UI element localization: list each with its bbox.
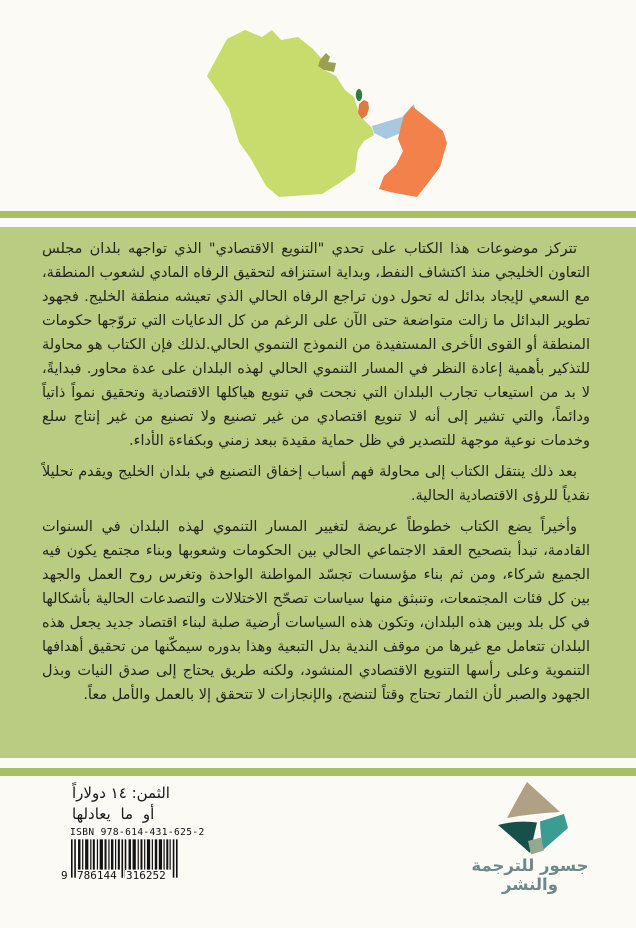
barcode-digit-left: 9 <box>61 869 68 882</box>
country-bahrain <box>356 89 362 101</box>
country-oman <box>379 106 447 197</box>
isbn-label: ISBN 978-614-431-625-2 <box>70 827 205 838</box>
publisher-name: جسور للترجمة والنشر <box>471 856 589 894</box>
isbn-block <box>60 827 205 883</box>
divider-rule-bottom <box>0 768 636 776</box>
logo-piece-tan <box>507 782 560 818</box>
country-saudi-arabia <box>207 30 374 197</box>
price-line-1: الثمن: ١٤ دولاراً <box>72 784 170 802</box>
blurb-panel <box>0 227 636 758</box>
gcc-map-figure <box>150 0 500 210</box>
price-line-2: أو ما يعادلها <box>72 805 155 823</box>
publisher-logo-icon <box>488 779 572 859</box>
barcode-digit-group-2: 316252 <box>126 869 166 882</box>
barcode <box>60 839 190 883</box>
blurb-paragraph: تتركز موضوعات هذا الكتاب على تحدي "التنويع الاقتصادي" الذي تواجهه بلدان مجلس التعاون الخليجي منذ اكتشاف النفط، وبداية استنزافه لتحقيق الرفاه المادي لشعوب المنطقة، مع السعي لإيجاد بدائل له تحول دون تراجع الرفاه الحالي الذي تعيشه منطقة الخليج. فجهود تطوير البدائل ما زالت متواضعة حتى الآن على الرغم من كل الدعايات التي تروّجها حكومات المنطقة أو القوى الأخرى المستفيدة من النموذج التنموي الحالي.لذلك فإن الكتاب هو محاولة للتذكير بأهمية إعادة النظر في المسار التنموي الحالي لهذه البلدان على عدة محاور. فبدايةً، لا بد من استيعاب تجارب البلدان التي نجحت في تنويع هياكلها الاقتصادية وتحقيق نمواً ذاتياً ودائماً، والتي تشير إلى أنه لا تنويع اقتصادي من غير تصنيع ولا تصنيع من غير إنتاج سلع وخدمات نوعية موجهة للتصدير في ظل حماية مقيدة ببعد زمني وبكفاءة الأداء. <box>42 241 590 449</box>
blurb-paragraph: وأخيراً يضع الكتاب خطوطاً عريضة لتغيير المسار التنموي لهذه البلدان في السنوات القادمة، تبدأ بتصحيح العقد الاجتماعي الحالي بين الحكومات وشعوبها وبناء مجتمع يكون فيه الجميع شركاء، ومن ثم بناء مؤسسات تجسّد المواطنة الواحدة وتغرس روح العمل والجهد بين كل فئات المجتمعات، وتنبثق منها سياسات تصحّح الاختلالات والتصدعات الحالية بأشكالها في كل بلد وبين هذه البلدان، وتكون هذه السياسات أرضية صلبة لبناء اقتصاد جديد يجعل هذه البلدان تتعامل مع غيرها من موقف الندية بدل التبعية وهذا بدوره سيمكّنها من تحقيق أهدافها التنموية وعلى رأسها التنويع الاقتصادي المنشود، ولكنه طريق يحتاج إلى صدق النيات وبذل الجهود والصبر لأن الثمار تحتاج وقتاً لتنضج، والإنجازات لا تتحقق إلا بالعمل والأمل معاً. <box>42 519 590 703</box>
barcode-digit-group-1: 786144 <box>77 869 117 882</box>
divider-rule-top <box>0 211 636 218</box>
price-label <box>72 783 170 825</box>
logo-piece-teal <box>540 814 568 850</box>
blurb-paragraph: بعد ذلك ينتقل الكتاب إلى محاولة فهم أسباب إخفاق التصنيع في بلدان الخليج ويقدم تحليلاً نقدياً للرؤى الاقتصادية الحالية. <box>42 464 590 504</box>
